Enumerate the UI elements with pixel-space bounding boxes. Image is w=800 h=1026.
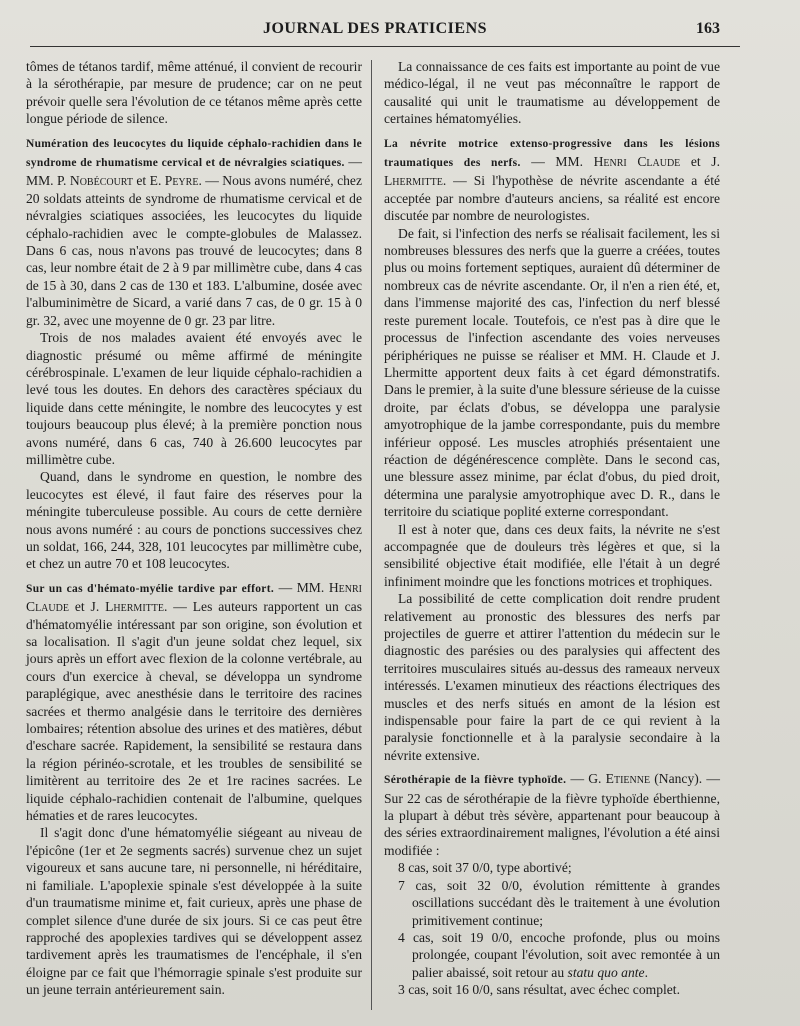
section-heading: Sérothérapie de la fièvre typhoïde. xyxy=(384,774,567,787)
section-serotherapie xyxy=(384,770,720,859)
page-number: 163 xyxy=(696,20,720,37)
section-body: . — Les auteurs rapportent un cas d'hématomyélie intéressant par son origine, son évolution et sa localisation. Il s'agit d'un jeune soldat chez lequel, six jours après un effort avec flexion de la colonne vertébrale, au cours d'un exercice à cheval, se développa un syndrome paraplégique, avec anesthésie dans le territoire des racines sacrées et thermo analgésie dans le territoire des dernières lombaires; rétention absolue des urines et des matières, début d'eschare sacrée. Rapidement, la sensibilité se restaura dans la région périnéo-scrotale, et les troubles de sensibilité se limitèrent au territoire des 2e et 1re racines sacrées. Le liquide céphalo-rachidien contenait de l'albumine, quelques hématies et de rares leucocytes. xyxy=(26,599,362,824)
list-item: 3 cas, soit 16 0/0, sans résultat, avec échec complet. xyxy=(398,982,680,998)
section-nevrite xyxy=(384,134,720,225)
column-divider xyxy=(371,60,372,1010)
list-item-text: 4 cas, soit 19 0/0, encoche profonde, plus ou moins prolongée, coupant l'évolution, soit avec remontée à un palier abaissé, soit retour au xyxy=(398,929,720,980)
section-body: (Nancy). — Sur 22 cas de sérothérapie de la fièvre typhoïde éberthienne, la plupart à début très sévère, appartenant pour beaucoup à des séries extraordinairement malignes, l'évolution a été ainsi modifiée : xyxy=(384,771,720,858)
right-column xyxy=(384,58,720,999)
list-item-text: . xyxy=(644,964,648,980)
list-item: 8 cas, soit 37 0/0, type abortivé; xyxy=(398,860,572,876)
page-header xyxy=(30,18,720,44)
paragraph: De fait, si l'infection des nerfs se réalisait facilement, les si nombreuses blessures des nerfs que la guerre a créées, toutes plus ou moins fortement septiques, auraient dû déterminer de nombreux cas de névrite ascendante. Or, il n'en a rien été, et, dans l'immense majorité des cas, l'infection du nerf blessé reste purement locale. Toutefois, ce n'est pas à dire que le processus de l'infection ascendante des voies nerveuses périphériques ne puisse se réaliser et MM. H. Claude et J. Lhermitte apportent deux faits à cet égard démonstratifs. Dans le premier, à la suite d'une blessure sérieuse de la cuisse droite, par éclats d'obus, se développa une paralysie amyotrophique de la jambe correspondante, puis du membre inférieur opposé. Les muscles atrophiés présentaient une réaction de dégénérescence complète. Dans le second cas, une blessure assez minime, par éclat d'obus, du pied droit, détermina une paralysie amyotrophique avec D. R., dans le territoire du sciatique poplité externe correspondant. xyxy=(384,225,720,520)
authors-prefix: — MM. xyxy=(274,579,329,595)
paragraph: tômes de tétanos tardif, même atténué, il convient de recourir à la sérothérapie, par mesure de prudence; car on ne peut prévoir quelle sera l'évolution de ce tétanos même après cette longue période de silence. xyxy=(26,59,362,127)
header-rule xyxy=(30,46,740,47)
paragraph: La connaissance de ces faits est importante au point de vue médico-légal, il ne veut pas méconnaître le rapport de causalité qui unit le traumatisme au développement de certaines hématomyélies. xyxy=(384,59,720,127)
author-name: E. Peyre xyxy=(149,173,199,189)
paragraph: Quand, dans le syndrome en question, le nombre des leucocytes est élevé, il faut faire des réserves pour la méningite tuberculeuse possible. Au cours de cette dernière nous avons numéré : au cours de ponctions successives chez un soldat, 166, 244, 328, 101 leucocytes par millimètre cube, et chez un autre 70 et 108 leucocytes. xyxy=(26,469,362,572)
authors-prefix: — MM. xyxy=(520,154,594,170)
author-name: Nobécourt xyxy=(69,173,133,189)
paragraph: Trois de nos malades avaient été envoyés avec le diagnostic présumé ou même affirmé de méningite cérébrospinale. L'examen de leur liquide céphalo-rachidien a levé tous les doutes. En dehors des caractères spéciaux du liquide dans cette méningite, le nombre des leucocytes y est toujours beaucoup plus élevé; à la première ponction nous avons numéré, dans 6 cas, 740 à 26.600 leucocytes par millimètre cube. xyxy=(26,330,362,467)
section-body: . — Nous avons numéré, chez 20 soldats atteints de syndrome de rhumatisme cervical et de névralgies sciatiques associées, les leucocytes du liquide céphalo-rachidien avec le compte-globules de Malassez. Dans 6 cas, nous n'avons pas trouvé de leucocytes; dans 8 cas, leur nombre était de 2 à 9 par millimètre cube, dans 4 cas de 15 à 30, dans 2 cas de 130 et 183. L'albumine, dosée avec l'albuminimètre de Sicard, a varié dans 7 cas, de 0 gr. 15 à 0 gr. 32, avec une moyenne de 0 gr. 23 par litre. xyxy=(26,173,362,328)
list-item xyxy=(384,929,720,981)
section-body: . — Si l'hypothèse de névrite ascendante a été acceptée par nombre d'auteurs anciens, sa réalité est encore discutée par nombre de neurologistes. xyxy=(384,173,720,224)
left-column xyxy=(26,58,362,999)
authors-prefix: — G. xyxy=(566,771,606,787)
author-name: Lhermitte xyxy=(105,599,164,615)
authors-conjunction: et J. xyxy=(680,154,720,170)
paragraph: Il est à noter que, dans ces deux faits, la névrite ne s'est accompagnée que de douleurs très légères et que, si la sensibilité objective était modifiée, elle l'était à un degré infiniment moindre que les fonctions motrices et trophiques. xyxy=(384,521,720,589)
list-item: 7 cas, soit 32 0/0, évolution rémittente à grandes oscillations succédant dès le traitement à une évolution primitivement continue; xyxy=(398,877,720,928)
paragraph: La possibilité de cette complication doit rendre prudent relativement au pronostic des blessures des nerfs par projectiles de guerre et attirer l'attention du médecin sur le diagnostic des parésies ou des paralysies qui affectent des territoires musculaires situés au-dessus des rameaux nerveux intéressés. L'examen minutieux des réactions électriques des muscles et des nerfs situés en amont de la lésion est indispensable pour faire la part de ce qui revient à la paralysie fonctionnelle et à la paralysie secondaire à la névrite extensive. xyxy=(384,591,720,763)
authors-conjunction: et J. xyxy=(68,599,106,615)
authors-conjunction: et xyxy=(132,173,150,189)
section-heading: Sur un cas d'hémato-myélie tardive par effort. xyxy=(26,582,275,595)
author-name: Henri Claude xyxy=(26,579,362,615)
section-heading: La névrite motrice extenso-progressive dans les lésions traumatiques des nerfs. xyxy=(384,137,720,170)
section-nobecourt xyxy=(26,134,362,329)
latin-phrase: statu quo ante xyxy=(567,964,645,980)
author-name: Lhermitte xyxy=(384,173,443,189)
paragraph: Il s'agit donc d'une hématomyélie siégeant au niveau de l'épicône (1er et 2e segments sacrés) survenue chez un sujet vigoureux et sans aucune tare, ni personnelle, ni héréditaire, ni familiale. L'apoplexie spinale s'est développée à la suite d'un traumatisme minime et, fait curieux, après une phase de complet silence d'une durée de six jours. Si ce cas peut être rapproché des apoplexies tardives qui se développent assez tardivement après les traumatismes de l'encéphale, il s'en éloigne par ce fait que l'hémorragie spinale s'est produite sur un jeune terrain antérieurement sain. xyxy=(26,825,362,998)
author-name: Etienne xyxy=(605,771,651,787)
author-name: Henri Claude xyxy=(593,154,681,170)
running-title: JOURNAL DES PRATICIENS xyxy=(262,20,488,37)
section-heading: Numération des leucocytes du liquide céphalo-rachidien dans le syndrome de rhumatisme cervical et de névralgies sciatiques. xyxy=(26,137,362,170)
authors-prefix: — MM. P. xyxy=(26,154,362,189)
section-hemato-myelie xyxy=(26,579,362,825)
